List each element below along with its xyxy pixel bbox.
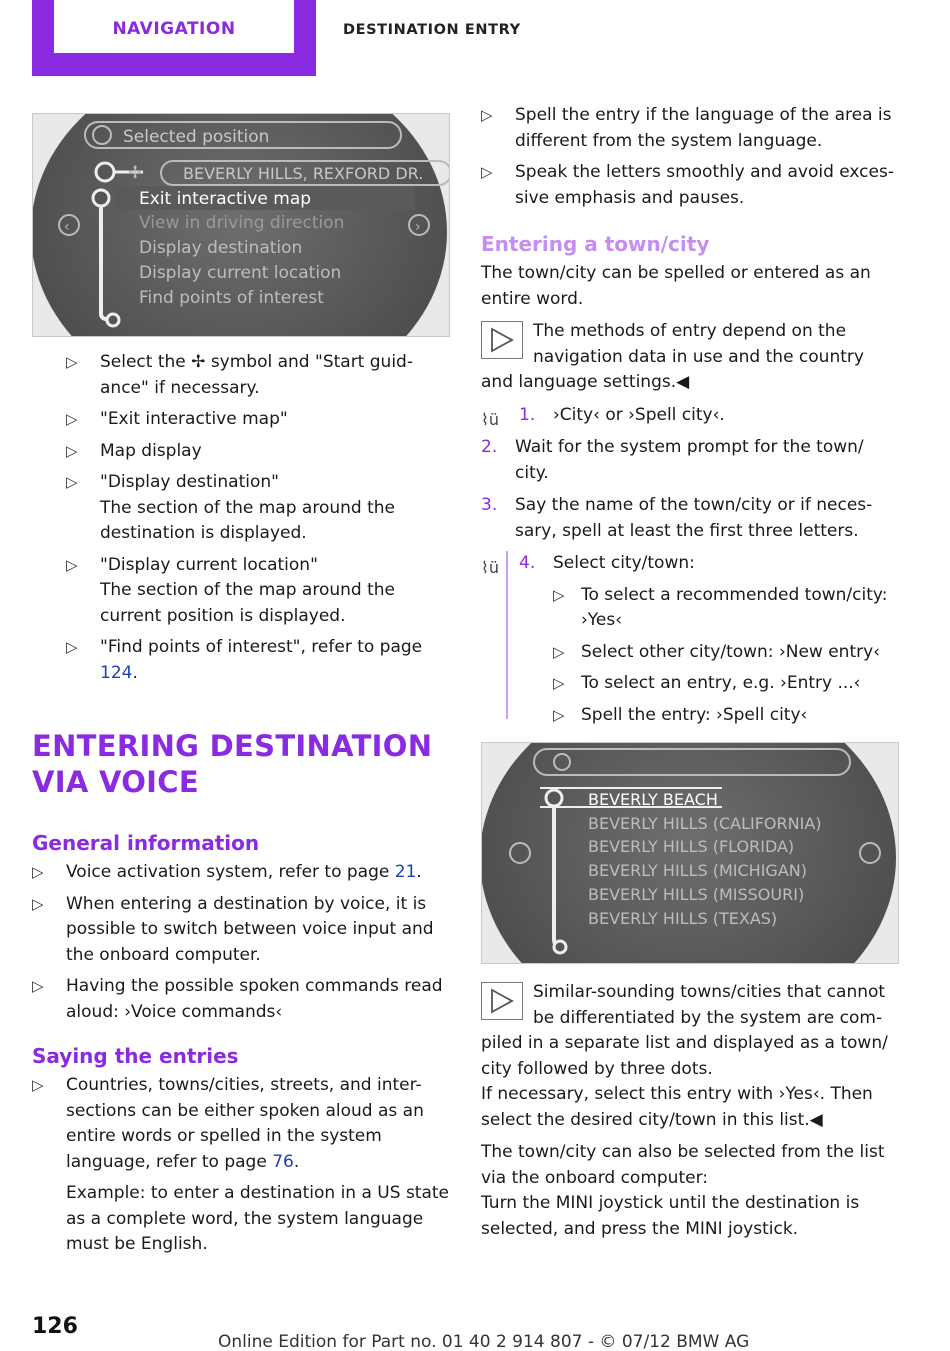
list-item: ▷ Select the ✢ symbol and "Start guid-ance" if necessary. — [66, 350, 450, 401]
onboard-text: The town/city can also be selected from the list via the onboard computer: — [481, 1142, 885, 1188]
list-item: ▷ Having the possible spoken commands read aloud: ›Voice commands‹ — [32, 974, 450, 1025]
step-item: ⌇ü 1. ›City‹ or ›Spell city‹. — [481, 403, 901, 429]
list-item: ▷ Voice activation system, refer to page 21. — [32, 860, 450, 886]
map-menu-list — [32, 350, 450, 686]
town-intro: The town/city can be spelled or entered as an entire word. — [481, 263, 871, 309]
select-city-list — [553, 583, 901, 729]
voice-bar — [506, 551, 508, 719]
joystick-text: Turn the MINI joystick until the destination is selected, and press the MINI joystick. — [481, 1193, 860, 1239]
menu-item-points-of-interest[interactable]: Find points of interest — [139, 288, 324, 308]
screenshot-town-list — [481, 742, 899, 964]
page-link-124[interactable]: 124 — [100, 662, 133, 683]
voice-command-icon — [481, 553, 505, 588]
screen-display-graphic — [482, 743, 899, 964]
town-heading: Entering a town/city — [481, 232, 710, 256]
town-steps — [481, 403, 901, 545]
step-item: 3. Say the name of the town/city or if neces-sary, spell at least the first three letters. — [481, 495, 873, 541]
menu-item-display-location[interactable]: Display current location — [139, 263, 342, 283]
list-item: ▷ Map display — [66, 439, 450, 465]
step-4-block — [481, 551, 901, 728]
saying-list — [32, 1073, 450, 1258]
town-item[interactable]: BEVERLY HILLS (MICHIGAN) — [588, 861, 807, 880]
menu-item-driving-direction[interactable]: View in driving direction — [139, 213, 345, 233]
town-item[interactable]: BEVERLY HILLS (CALIFORNIA) — [588, 814, 822, 833]
list-item: ▷ To select an entry, e.g. ›Entry ...‹ — [553, 671, 901, 697]
address-bullet — [96, 163, 114, 181]
compass-symbol-icon: ✢ — [191, 352, 206, 372]
list-item: ▷ "Exit interactive map" — [66, 407, 450, 433]
step-item: 2. Wait for the system prompt for the town/ city. — [481, 437, 864, 483]
compass-icon: ✢ — [128, 163, 143, 183]
edition-note: Online Edition for Part no. 01 40 2 914 807 - © 07/12 BMW AG — [218, 1332, 750, 1351]
screenshot-selected-position — [32, 113, 450, 337]
screen1-address: BEVERLY HILLS, REXFORD DR. — [183, 164, 424, 183]
svg-text:⌇ü: ⌇ü — [481, 558, 499, 577]
list-item: ▷ Spell the entry if the language of the area is different from the system language. — [481, 103, 901, 154]
town-item[interactable]: BEVERLY HILLS (TEXAS) — [588, 909, 778, 928]
step-item: 4. Select city/town: — [519, 553, 695, 573]
note-methods: The methods of entry depend on the navigation data in use and the country and language settings.◀ — [481, 321, 864, 392]
screen-display-graphic — [33, 114, 450, 337]
header-section-title: DESTINATION ENTRY — [343, 22, 521, 38]
page-number: 126 — [32, 1314, 78, 1339]
list-item: ▷ To select a recommended town/city: ›Yes‹ — [553, 583, 901, 634]
example-text: Example: to enter a destination in a US state as a complete word, the system language must be English. — [66, 1183, 450, 1254]
header-tab-label: NAVIGATION — [54, 0, 294, 53]
note-similar: Similar-sounding towns/cities that cannot be differentiated by the system are com-piled in a separate list and displayed as a town/ city followed by three dots. If necessary, select this entry with ›Yes‹. Then select the desired city/town in this list.◀ — [481, 982, 888, 1130]
note-play-icon — [481, 321, 523, 359]
town-item[interactable]: BEVERLY BEACH — [588, 790, 718, 809]
svg-text:⌇ü: ⌇ü — [481, 409, 499, 429]
left-column — [32, 113, 450, 1264]
menu-item-exit-map[interactable]: Exit interactive map — [139, 189, 312, 209]
town-item[interactable]: BEVERLY HILLS (FLORIDA) — [588, 837, 795, 856]
svg-text:‹: ‹ — [64, 219, 70, 235]
section-title: ENTERING DESTINATION VIA VOICE — [32, 729, 433, 799]
svg-text:›: › — [415, 219, 421, 235]
list-item: ▷ "Display destination" The section of the map around the destination is displayed. — [66, 470, 450, 547]
list-item: ▷ Select other city/town: ›New entry‹ — [553, 640, 901, 666]
menu-item-display-destination[interactable]: Display destination — [139, 238, 303, 258]
list-item: ▷ Speak the letters smoothly and avoid exces-sive emphasis and pauses. — [481, 160, 901, 211]
general-list — [32, 860, 450, 1025]
saying-heading: Saying the entries — [32, 1044, 239, 1068]
spelling-list — [481, 103, 901, 211]
list-item: ▷ "Find points of interest", refer to page 124. — [66, 635, 450, 686]
list-item: ▷ Countries, towns/cities, streets, and inter-sections can be either spoken aloud as an entire words or spelled in the system language, refer to page 76. Example: to enter a destination in a US state as a complete word, the system language must be English. — [32, 1073, 450, 1258]
page-link-76[interactable]: 76 — [272, 1151, 294, 1172]
list-item: ▷ "Display current location" The section of the map around the current position is displayed. — [66, 553, 450, 630]
town-item[interactable]: BEVERLY HILLS (MISSOURI) — [588, 885, 805, 904]
list-item: ▷ When entering a destination by voice, it is possible to switch between voice input and the onboard computer. — [32, 892, 450, 969]
voice-command-icon — [481, 405, 505, 440]
general-heading: General information — [32, 831, 260, 855]
note-play-icon — [481, 982, 523, 1020]
page-link-21[interactable]: 21 — [394, 862, 417, 882]
right-column — [481, 103, 901, 1242]
screen1-title: Selected position — [123, 127, 270, 147]
list-item: ▷ Spell the entry: ›Spell city‹ — [553, 703, 901, 729]
